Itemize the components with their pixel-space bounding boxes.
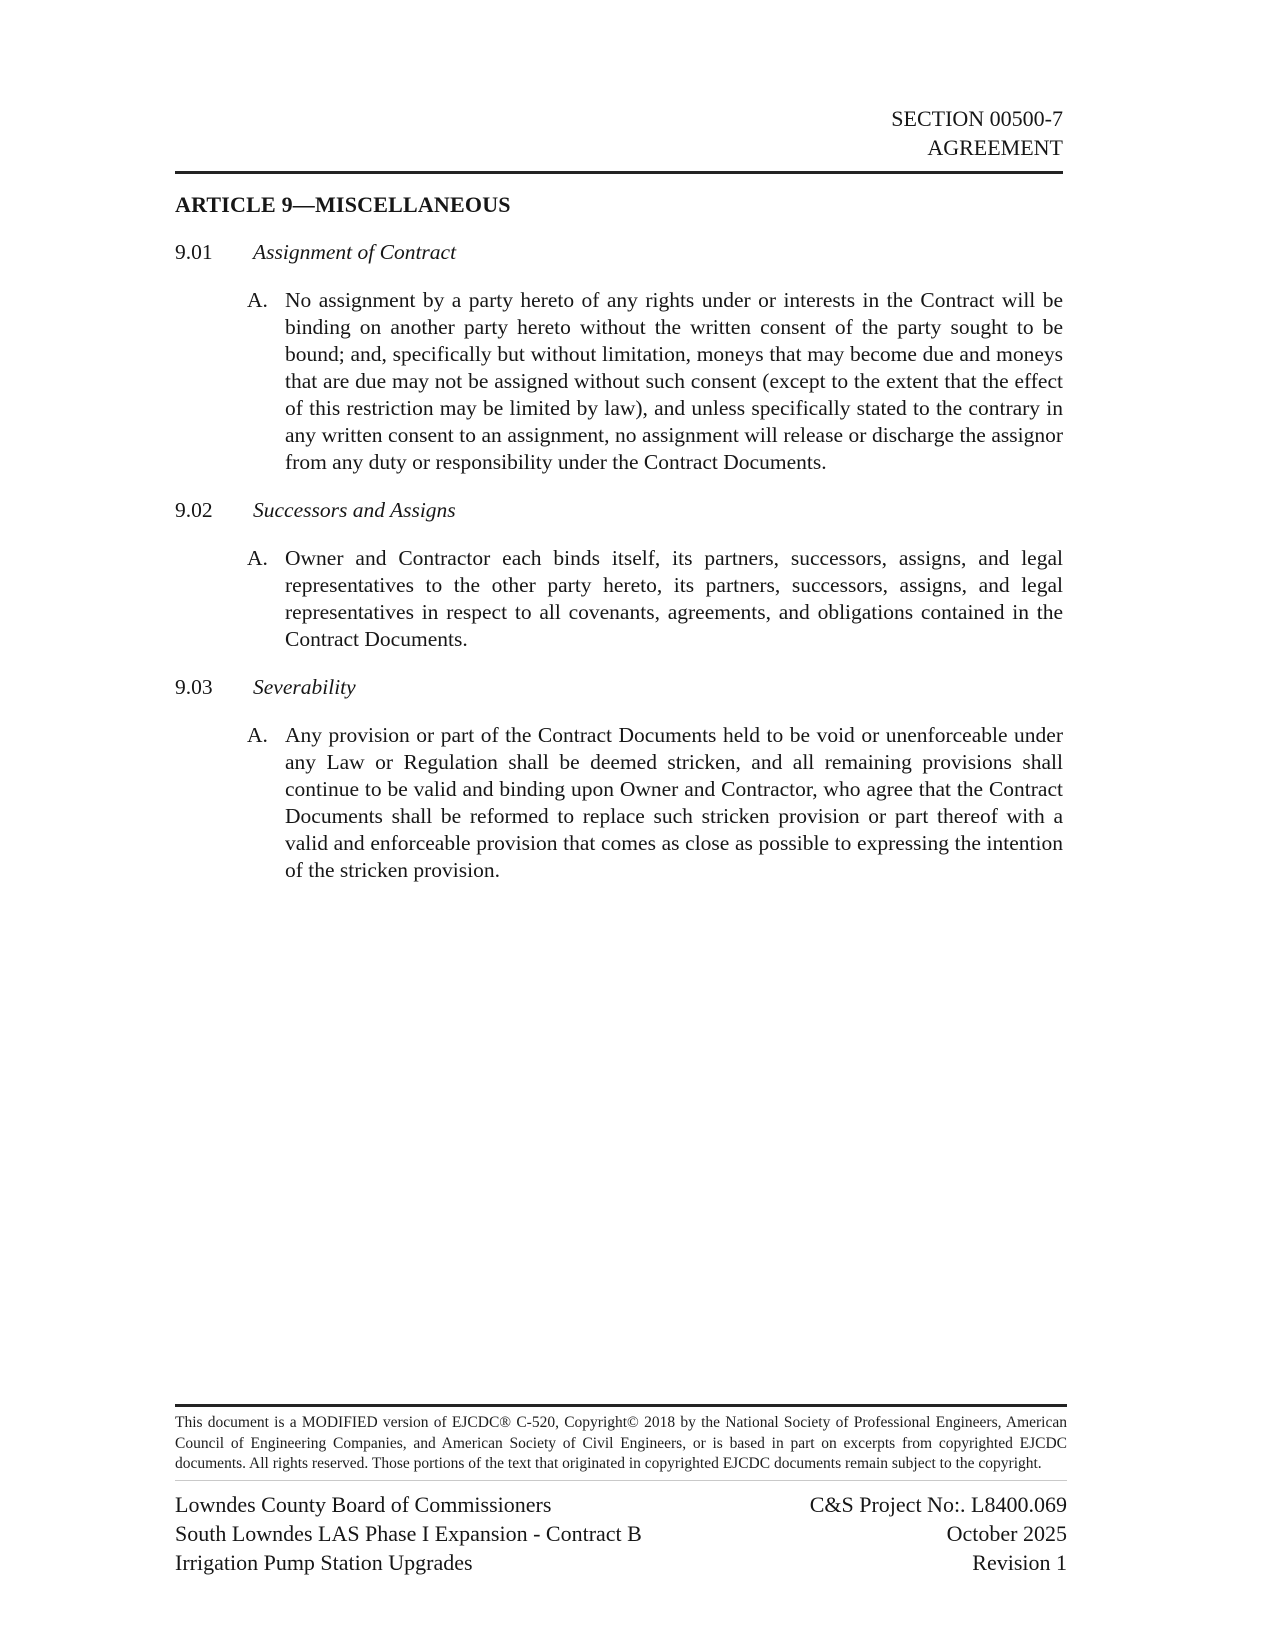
section-9-03 (175, 674, 1063, 884)
section-number: 9.01 (175, 240, 213, 264)
footer-fine-divider (175, 1480, 1067, 1481)
section-number: 9.02 (175, 498, 213, 522)
header-divider (175, 171, 1063, 174)
clause-label: A. (247, 288, 268, 312)
copyright-notice: This document is a MODIFIED version of EJCDC® C-520, Copyright© 2018 by the National Society of Professional Engineers, American Council of Engineering Companies, and American Society of Civil Engineers, or is based in part on excerpts from copyrighted EJCDC documents. All rights reserved. Those portions of the text that originated in copyrighted EJCDC documents remain subject to the copyright. (175, 1414, 1067, 1472)
footer-divider (175, 1404, 1067, 1407)
footer-date-line: October 2025 (946, 1520, 1067, 1546)
page-content (175, 104, 1063, 884)
clause (247, 287, 1063, 476)
footer-revision-line: Revision 1 (972, 1549, 1067, 1575)
page-footer (175, 1404, 1067, 1577)
clause-text: Any provision or part of the Contract Documents held to be void or unenforceable under any Law or Regulation shall be deemed stricken, and all remaining provisions shall continue to be valid and binding upon Owner and Contractor, who agree that the Contract Documents shall be reformed to replace such stricken provision or part thereof with a valid and enforceable provision that comes as close as possible to expressing the intention of the stricken provision. (285, 723, 1063, 882)
article-heading: ARTICLE 9—MISCELLANEOUS (175, 192, 511, 217)
section-9-02 (175, 497, 1063, 653)
clause (247, 545, 1063, 653)
section-heading (175, 239, 1063, 266)
section-title: Successors and Assigns (253, 498, 456, 522)
footer-project-name-line: South Lowndes LAS Phase I Expansion - Contract B (175, 1520, 642, 1546)
clause-label: A. (247, 723, 268, 747)
section-title: Assignment of Contract (253, 240, 457, 264)
section-9-01 (175, 239, 1063, 476)
section-number: 9.03 (175, 675, 213, 699)
section-title: Severability (253, 675, 356, 699)
section-heading (175, 497, 1063, 524)
page-header (175, 104, 1063, 162)
clause (247, 722, 1063, 884)
footer-project-meta (810, 1490, 1067, 1577)
clause-text: No assignment by a party hereto of any rights under or interests in the Contract will be binding on another party hereto without the written consent of the party sought to be bound; and, specifically but without limitation, moneys that may become due and moneys that are due may not be assigned without such consent (except to the extent that the effect of this restriction may be limited by law), and unless specifically stated to the contrary in any written consent to an assignment, no assignment will release or discharge the assignor from any duty or responsibility under the Contract Documents. (285, 288, 1063, 474)
footer-project-block (175, 1490, 1067, 1577)
clause-text: Owner and Contractor each binds itself, its partners, successors, assigns, and legal representatives to the other party hereto, its partners, successors, assigns, and legal representatives in respect to all covenants, agreements, and obligations contained in the Contract Documents. (285, 546, 1063, 651)
footer-project-info (175, 1490, 642, 1577)
section-label: SECTION 00500-7 (891, 106, 1063, 131)
footer-project-number-line: C&S Project No:. L8400.069 (809, 1491, 1067, 1517)
document-title: AGREEMENT (927, 135, 1063, 160)
footer-project-scope-line: Irrigation Pump Station Upgrades (175, 1549, 473, 1575)
footer-owner-line: Lowndes County Board of Commissioners (175, 1491, 552, 1517)
section-heading (175, 674, 1063, 701)
clause-label: A. (247, 546, 268, 570)
